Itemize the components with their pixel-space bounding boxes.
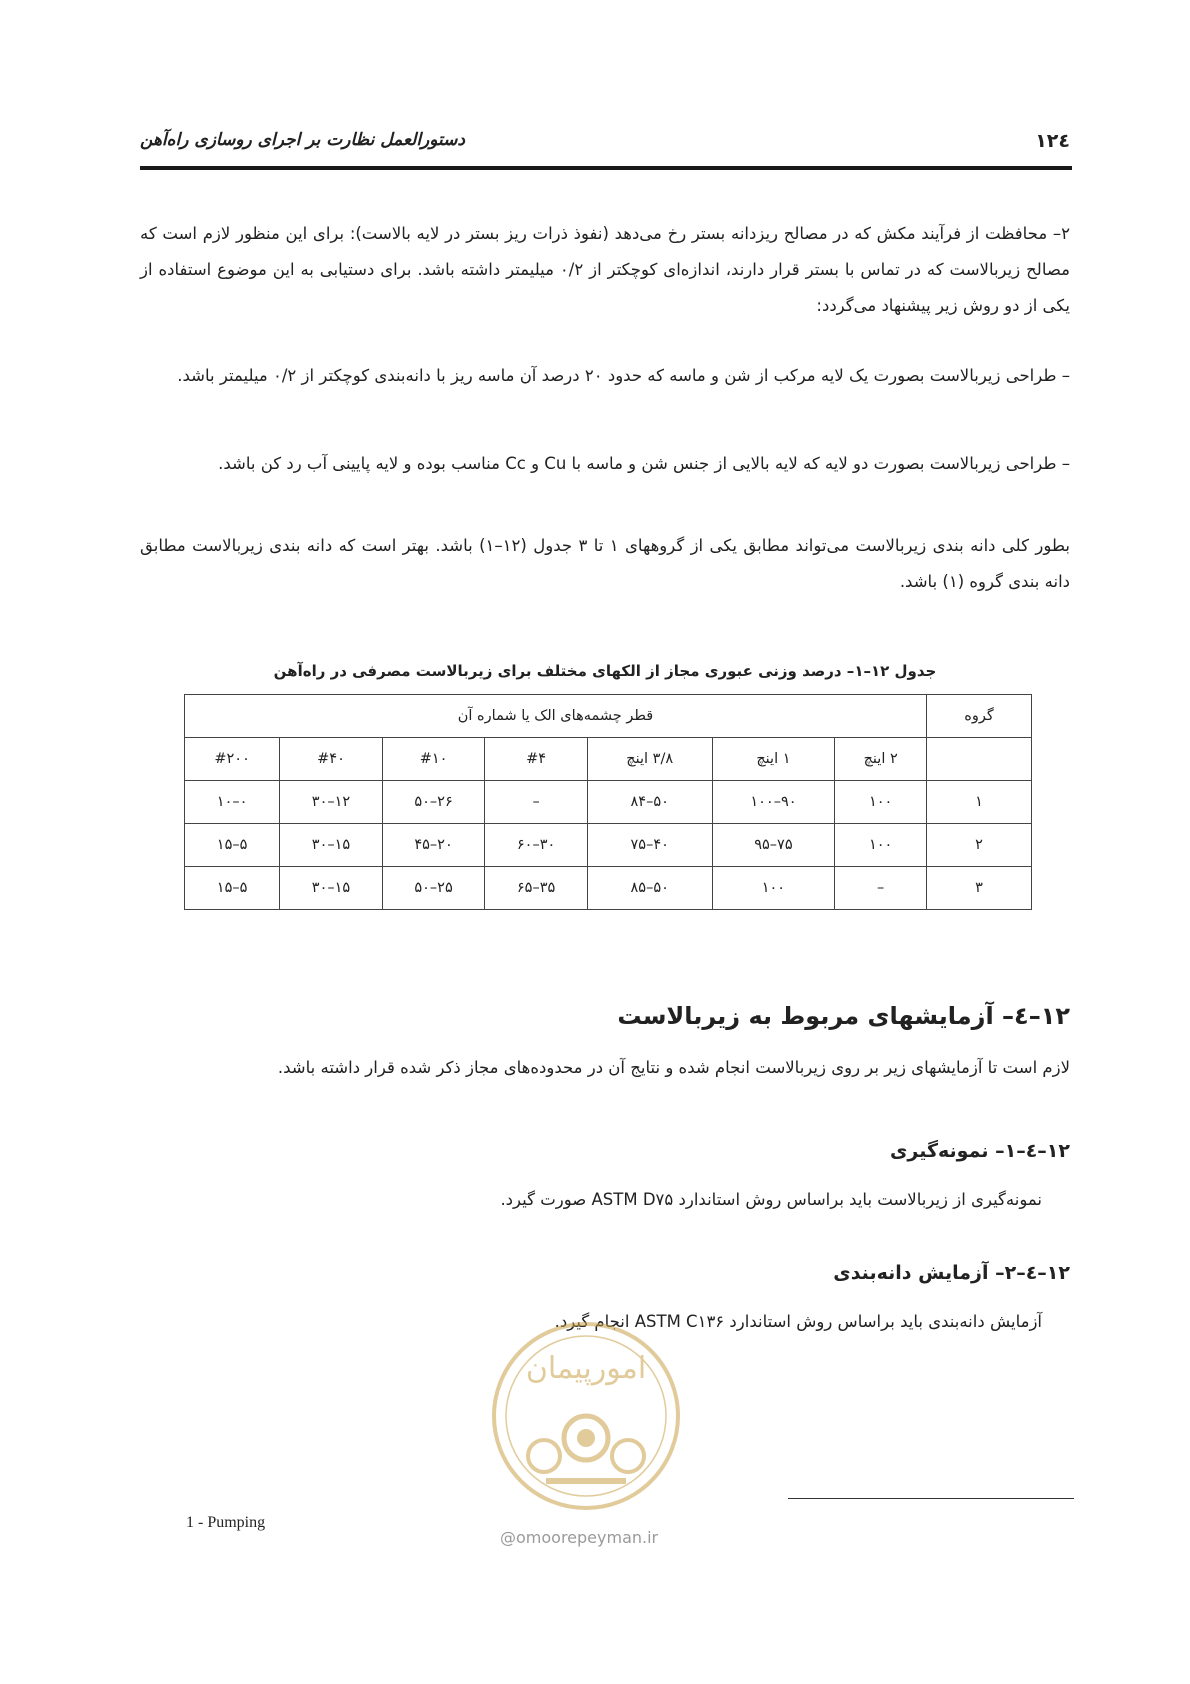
section-intro-text: لازم است تا آزمایشهای زیر بر روی زیربالاست انجام شده و نتایج آن در محدوده‌های مجاز ذکر شده قرار داشته باشد.	[277, 1058, 1070, 1077]
watermark-url: @omoorepeyman.ir	[500, 1528, 659, 1547]
table-cell: ۵–۱۵	[185, 867, 280, 910]
paragraph-two-layer-option: – طراحی زیربالاست بصورت دو لایه که لایه بالایی از جنس شن و ماسه با Cu و Cc مناسب بوده و لایه پایینی آب رد کن باشد.	[218, 454, 1070, 473]
table-cell: ۱۰۰	[712, 867, 835, 910]
empty-cell	[927, 738, 1032, 781]
table-cell: ۱۲–۳۰	[280, 781, 383, 824]
sieve-label: #۴۰	[280, 738, 383, 781]
subsection-sampling-text: نمونه‌گیری از زیربالاست باید براساس روش استاندارد ASTM D۷۵ صورت گیرد.	[500, 1190, 1042, 1209]
group-cell: ۲	[927, 824, 1032, 867]
header-rule	[140, 166, 1072, 170]
table-cell: ۱۵–۳۰	[280, 824, 383, 867]
table-cell: ۴۰–۷۵	[587, 824, 712, 867]
table-cell: ۱۰۰	[835, 781, 927, 824]
sieve-label: ۱ اینچ	[712, 738, 835, 781]
sieve-label: ۳/۸ اینچ	[587, 738, 712, 781]
table-cell: ۲۰–۴۵	[382, 824, 485, 867]
group-cell: ۳	[927, 867, 1032, 910]
table-row	[185, 824, 1032, 867]
subsection-sampling-heading: ۱۲–٤–۱– نمونه‌گیری	[889, 1140, 1070, 1162]
table-cell: ۱۵–۳۰	[280, 867, 383, 910]
table-cell: ۵–۱۵	[185, 824, 280, 867]
watermark-logo-text: امورپیمان	[525, 1351, 647, 1386]
sieve-label: ۲ اینچ	[835, 738, 927, 781]
table-row	[185, 867, 1032, 910]
group-header-cell: گروه	[927, 695, 1032, 738]
table-cell: –	[485, 781, 588, 824]
table-cell: ۵۰–۸۴	[587, 781, 712, 824]
table-cell: ۱۰۰	[835, 824, 927, 867]
table-sieve-row	[185, 738, 1032, 781]
table-cell: ۳۵–۶۵	[485, 867, 588, 910]
paragraph-suction-protection: ۲– محافظت از فرآیند مکش که در مصالح ریزدانه بستر رخ می‌دهد (نفوذ ذرات ریز بستر در لایه بالاست): برای این منظور لازم است که مصالح زیربالاست که در تماس با بستر قرار دارند، اندازه‌ای کوچکتر از ۰/۲ میلیمتر داشته باشد. برای دستیابی به این موضوع استفاده از یکی از دو روش زیر پیشنهاد می‌گردد:	[140, 224, 1070, 315]
table-cell: ۹۰–۱۰۰	[712, 781, 835, 824]
paragraph-grading-groups: بطور کلی دانه بندی زیربالاست می‌تواند مطابق یکی از گروههای ۱ تا ۳ جدول (۱۲–۱) باشد. بهتر است که دانه بندی زیربالاست مطابق دانه بندی گروه (۱) باشد.	[140, 536, 1070, 591]
sieve-label: #۴	[485, 738, 588, 781]
section-heading: ۱۲–٤– آزمایشهای مربوط به زیربالاست	[617, 1002, 1070, 1030]
watermark-logo-icon	[486, 1316, 686, 1516]
sieve-label: #۱۰	[382, 738, 485, 781]
sieve-label: #۲۰۰	[185, 738, 280, 781]
subsection-grading-heading: ۱۲–٤–۲– آزمایش دانه‌بندی	[833, 1262, 1070, 1284]
sieve-header-cell: قطر چشمه‌های الک یا شماره آن	[185, 695, 927, 738]
group-cell: ۱	[927, 781, 1032, 824]
table-row	[185, 781, 1032, 824]
table-cell: –	[835, 867, 927, 910]
at-icon: @	[500, 1528, 516, 1547]
table-cell: ۰–۱۰	[185, 781, 280, 824]
table-header-row	[185, 695, 1032, 738]
paragraph-single-layer-option: – طراحی زیربالاست بصورت یک لایه مرکب از شن و ماسه که حدود ۲۰ درصد آن ماسه ریز با دانه‌بندی کوچکتر از ۰/۲ میلیمتر باشد.	[177, 366, 1070, 385]
footnote: 1 - Pumping	[186, 1514, 266, 1531]
footnote-rule	[788, 1498, 1074, 1499]
grading-table	[184, 694, 1032, 910]
page-number: ۱۲٤	[1035, 130, 1070, 152]
table-caption: جدول ۱۲–۱– درصد وزنی عبوری مجاز از الکهای مختلف برای زیربالاست مصرفی در راه‌آهن	[273, 662, 937, 680]
subsection-grading-text: آزمایش دانه‌بندی باید براساس روش استاندارد ASTM C۱۳۶ انجام گیرد.	[554, 1312, 1042, 1331]
running-header-title: دستورالعمل نظارت بر اجرای روسازی راه‌آهن	[140, 130, 465, 150]
table-cell: ۳۰–۶۰	[485, 824, 588, 867]
table-cell: ۷۵–۹۵	[712, 824, 835, 867]
table-cell: ۲۶–۵۰	[382, 781, 485, 824]
table-cell: ۲۵–۵۰	[382, 867, 485, 910]
table-cell: ۵۰–۸۵	[587, 867, 712, 910]
